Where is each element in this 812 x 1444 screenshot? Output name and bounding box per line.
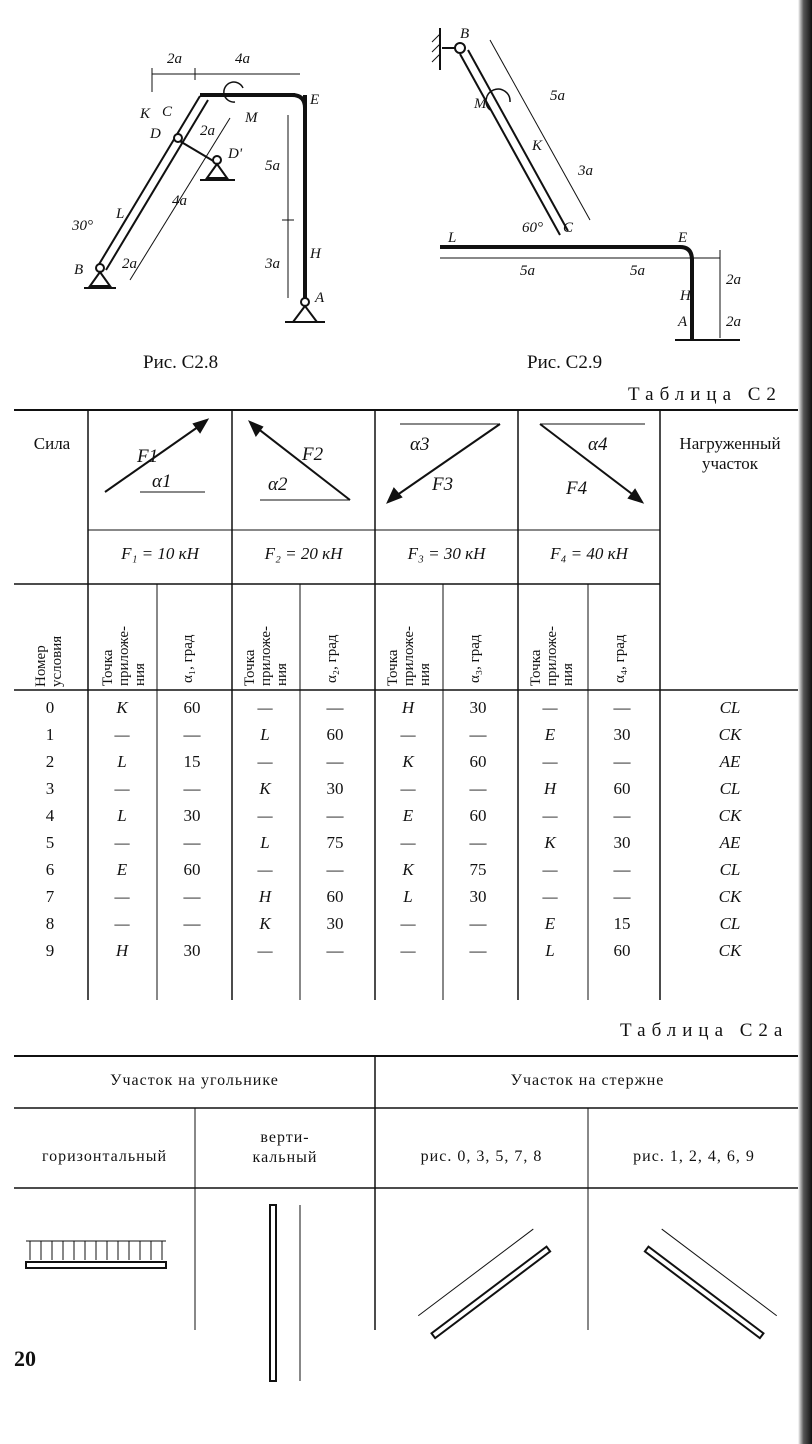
table-cell-point-f1: E [116, 860, 128, 879]
table-cell-point-f3: — [400, 941, 416, 960]
table-cell-point-f4: — [542, 752, 558, 771]
table-cell-angle-f2: — [326, 941, 344, 960]
table-cell-loaded-segment: CK [718, 887, 742, 906]
point-label-d-prime: D' [228, 146, 243, 162]
table-cell-point-f1: — [114, 833, 130, 852]
table-cell-row-number: 9 [45, 941, 55, 960]
angle-header-4: α₄, град [612, 634, 628, 683]
table-cell-point-f2: — [257, 698, 273, 717]
force-value-2: F₂ = 20 кН [264, 544, 343, 563]
table-cell-point-f4: — [542, 806, 558, 825]
dim-label: 2a [726, 272, 741, 288]
table-cell-row-number: 2 [45, 752, 55, 771]
dim-label: 2a [200, 123, 215, 139]
table-cell-row-number: 7 [45, 887, 55, 906]
table-cell-point-f2: H [258, 887, 272, 906]
table-cell-point-f1: L [117, 752, 127, 771]
angle-label: 60° [522, 220, 543, 236]
table-cell-point-f2: — [257, 752, 273, 771]
table-cell-angle-f1: — [183, 833, 201, 852]
table-cell-point-f3: — [400, 914, 416, 933]
dim-label: 5a [265, 158, 280, 174]
table-cell-point-f1: L [117, 806, 127, 825]
table-cell-angle-f2: 30 [326, 779, 344, 798]
table-cell-angle-f3: — [469, 779, 487, 798]
table-cell-angle-f4: 60 [613, 941, 631, 960]
point-label-e: E [310, 92, 320, 108]
table-cell-point-f2: L [260, 833, 270, 852]
table-cell-angle-f1: 15 [183, 752, 201, 771]
table-cell-row-number: 8 [45, 914, 55, 933]
table-cell-loaded-segment: AE [719, 833, 741, 852]
table-cell-loaded-segment: AE [719, 752, 741, 771]
table-cell-row-number: 5 [45, 833, 55, 852]
table-cell-angle-f1: 30 [183, 941, 201, 960]
point-label-a: A [315, 290, 325, 306]
dim-label: 2a [726, 314, 741, 330]
table-cell-point-f1: — [114, 779, 130, 798]
sub-header-rod-figs-b: рис. 1, 2, 4, 6, 9 [633, 1148, 755, 1165]
table-cell-point-f2: — [257, 941, 273, 960]
dim-label: 3a [578, 163, 593, 179]
table-cell-angle-f4: — [613, 860, 631, 879]
sub-header-vertical: верти- кальный [252, 1129, 318, 1166]
dim-label: 3a [265, 256, 280, 272]
force-label-f2: F2 [302, 444, 324, 465]
table-cell-angle-f3: 60 [469, 806, 487, 825]
figure-caption-c2-8: Рис. С2.8 [143, 352, 219, 373]
point-label-a: A [678, 314, 688, 330]
table-cell-angle-f4: — [613, 698, 631, 717]
table-cell-angle-f1: — [183, 779, 201, 798]
table-cell-loaded-segment: CL [719, 779, 741, 798]
point-label-h: H [310, 246, 321, 262]
table-cell-angle-f4: 60 [613, 779, 631, 798]
table-cell-angle-f4: — [613, 887, 631, 906]
table-cell-point-f3: E [402, 806, 414, 825]
table-cell-angle-f2: — [326, 806, 344, 825]
table-cell-point-f3: K [402, 752, 414, 771]
alpha-label-2: α2 [268, 474, 288, 495]
table-cell-angle-f3: — [469, 941, 487, 960]
table-cell-angle-f1: — [183, 914, 201, 933]
table-cell-angle-f3: 30 [469, 698, 487, 717]
alpha-label-4: α4 [588, 434, 608, 455]
table-title: Таблица С2 [628, 384, 782, 405]
table-cell-point-f1: H [115, 941, 129, 960]
table-cell-point-f2: — [257, 860, 273, 879]
force-label-f1: F1 [137, 446, 159, 467]
page-edge-shadow [798, 0, 812, 1444]
dim-label: 2a [122, 256, 137, 272]
table-cell-angle-f1: — [183, 725, 201, 744]
table-cell-angle-f4: 15 [613, 914, 631, 933]
table-cell-angle-f2: — [326, 860, 344, 879]
table-cell-angle-f1: 30 [183, 806, 201, 825]
table-cell-point-f1: — [114, 887, 130, 906]
table-cell-angle-f1: — [183, 887, 201, 906]
table-cell-angle-f1: 60 [183, 860, 201, 879]
alpha-label-1: α1 [152, 471, 172, 492]
table-title-c2a: Таблица С2а [620, 1020, 789, 1041]
table-cell-angle-f2: — [326, 752, 344, 771]
table-cell-point-f4: E [544, 725, 556, 744]
dim-label: 4a [235, 51, 250, 67]
table-cell-loaded-segment: CL [719, 860, 741, 879]
point-label-k: K [140, 106, 151, 122]
figure-caption-c2-9: Рис. С2.9 [527, 352, 603, 373]
table-cell-loaded-segment: CK [718, 725, 742, 744]
sub-header-rod-figs-a: рис. 0, 3, 5, 7, 8 [420, 1148, 543, 1165]
point-label-e: E [678, 230, 688, 246]
table-cell-angle-f4: 30 [613, 725, 631, 744]
table-cell-point-f1: — [114, 914, 130, 933]
table-cell-angle-f3: 60 [469, 752, 487, 771]
table-cell-loaded-segment: CL [719, 698, 741, 717]
table-cell-angle-f1: 60 [183, 698, 201, 717]
angle-header-1: α₁, град [180, 634, 196, 683]
table-cell-point-f3: L [403, 887, 413, 906]
table-cell-angle-f2: 60 [326, 725, 344, 744]
table-cell-point-f4: E [544, 914, 556, 933]
sub-header-horizontal: горизонтальный [41, 1148, 168, 1165]
table-cell-point-f3: H [401, 698, 415, 717]
force-label-f3: F3 [432, 474, 454, 495]
table-cell-point-f4: L [545, 941, 555, 960]
table-cell-row-number: 6 [45, 860, 55, 879]
dim-label: 5a [520, 263, 535, 279]
angle-header-2: α₂, град [324, 634, 340, 683]
table-cell-angle-f4: — [613, 752, 631, 771]
table-cell-angle-f3: — [469, 725, 487, 744]
table-cell-angle-f2: 30 [326, 914, 344, 933]
point-label-l: L [448, 230, 457, 246]
alpha-label-3: α3 [410, 434, 430, 455]
group-header-rod: Участок на стержне [510, 1072, 665, 1089]
table-cell-point-f4: — [542, 887, 558, 906]
table-cell-point-f2: K [259, 914, 271, 933]
table-cell-point-f2: K [259, 779, 271, 798]
table-cell-angle-f2: — [326, 698, 344, 717]
angle-header-3: α₃, град [467, 634, 483, 683]
point-label-b: B [460, 26, 470, 42]
point-header-1: Точка приложе- ния [100, 626, 148, 686]
moment-label-m: M [474, 96, 487, 112]
table-cell-angle-f4: 30 [613, 833, 631, 852]
table-cell-row-number: 0 [45, 698, 55, 717]
force-value-4: F₄ = 40 кН [550, 544, 628, 563]
table-cell-loaded-segment: CK [718, 941, 742, 960]
table-cell-point-f3: — [400, 725, 416, 744]
table-cell-angle-f3: 75 [469, 860, 487, 879]
force-header: Сила [33, 434, 71, 453]
point-label-l: L [116, 206, 125, 222]
dim-label: 2a [167, 51, 182, 67]
force-value-3: F₃ = 30 кН [407, 544, 486, 563]
table-cell-point-f2: — [257, 806, 273, 825]
point-label-c: C [162, 104, 173, 120]
point-label-d: D [150, 126, 161, 142]
force-value-1: F₁ = 10 кН [121, 544, 199, 563]
group-header-angle: Участок на угольнике [110, 1072, 279, 1089]
table-cell-point-f2: L [260, 725, 270, 744]
point-header-4: Точка приложе- ния [528, 626, 576, 686]
point-label-k: K [532, 138, 543, 154]
point-header-3: Точка приложе- ния [385, 626, 433, 686]
table-cell-loaded-segment: CL [719, 914, 741, 933]
table-cell-point-f3: — [400, 779, 416, 798]
dim-label: 4a [172, 193, 187, 209]
force-label-f4: F4 [566, 478, 588, 499]
loaded-segment-header: Нагруженный участок [679, 434, 781, 473]
moment-label-m: M [245, 110, 258, 126]
table-cell-point-f4: H [543, 779, 557, 798]
table-cell-point-f1: — [114, 725, 130, 744]
table-cell-point-f4: — [542, 698, 558, 717]
table-cell-row-number: 4 [45, 806, 55, 825]
dim-label: 5a [550, 88, 565, 104]
row-number-header: Номер условия [33, 635, 65, 687]
table-cell-point-f3: — [400, 833, 416, 852]
angle-label: 30° [72, 218, 93, 234]
table-cell-point-f4: K [544, 833, 556, 852]
page-number: 20 [14, 1346, 36, 1371]
table-cell-angle-f3: 30 [469, 887, 487, 906]
point-header-2: Точка приложе- ния [242, 626, 290, 686]
table-cell-loaded-segment: CK [718, 806, 742, 825]
table-cell-angle-f3: — [469, 833, 487, 852]
point-label-b: B [74, 262, 84, 278]
table-cell-point-f1: K [116, 698, 128, 717]
table-cell-angle-f2: 75 [326, 833, 344, 852]
table-cell-angle-f2: 60 [326, 887, 344, 906]
table-cell-row-number: 3 [45, 779, 55, 798]
table-cell-row-number: 1 [45, 725, 55, 744]
table-cell-angle-f3: — [469, 914, 487, 933]
table-cell-point-f4: — [542, 860, 558, 879]
point-label-h: H [680, 288, 691, 304]
point-label-c: C [563, 220, 574, 236]
dim-label: 5a [630, 263, 645, 279]
table-cell-angle-f4: — [613, 806, 631, 825]
table-cell-point-f3: K [402, 860, 414, 879]
